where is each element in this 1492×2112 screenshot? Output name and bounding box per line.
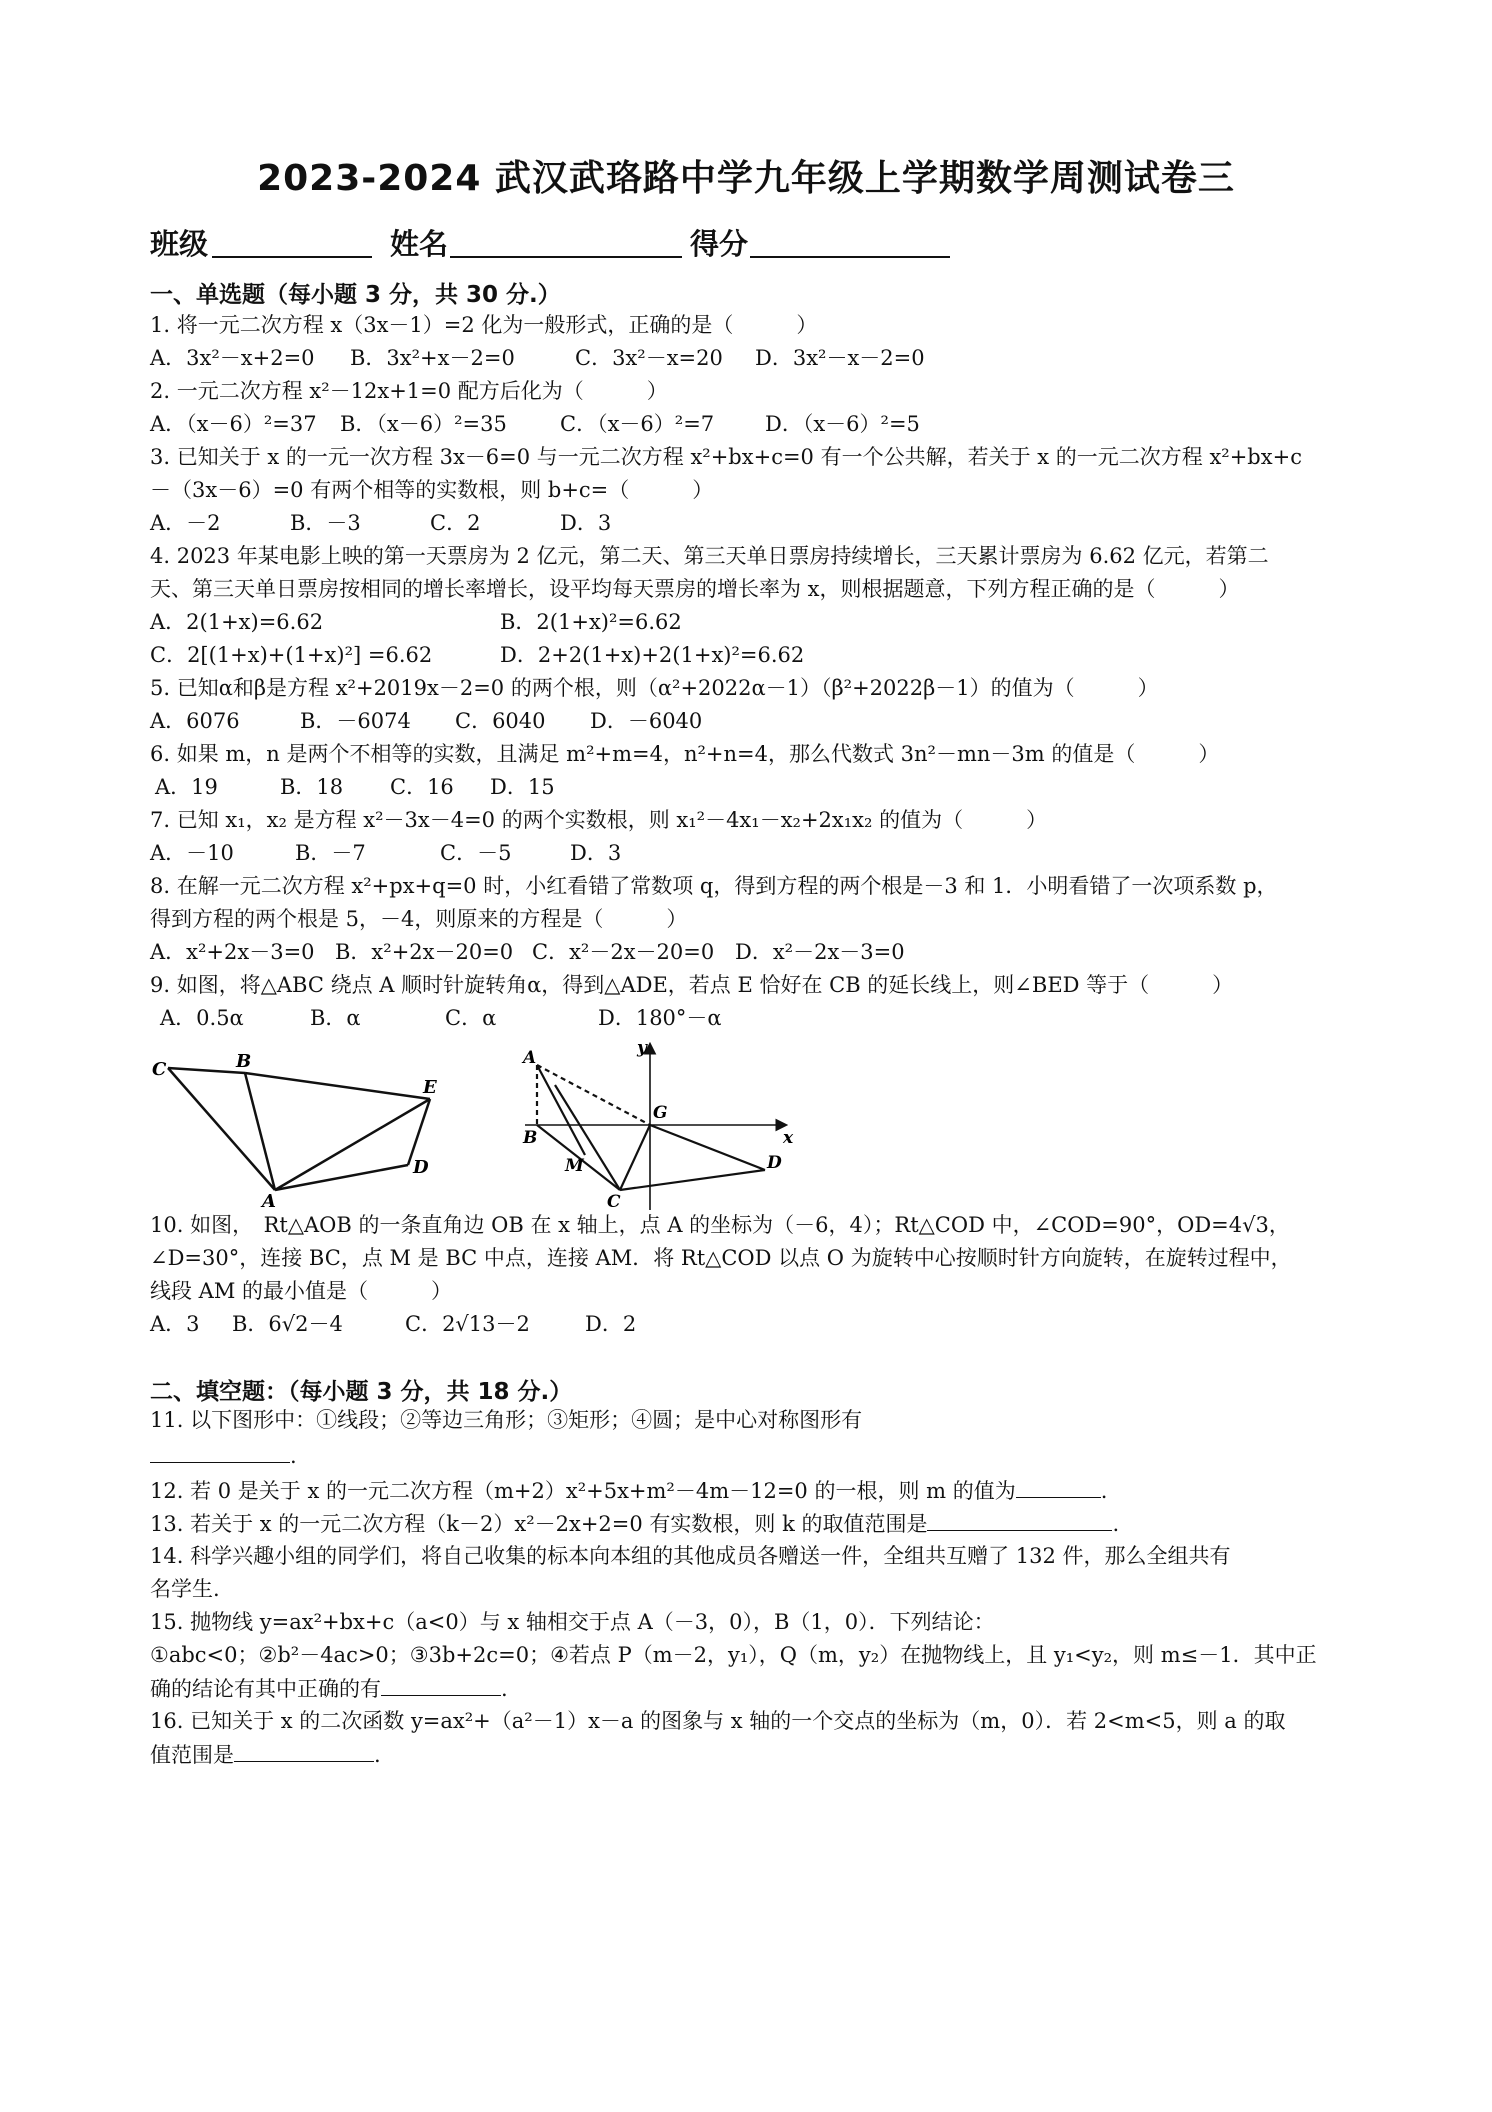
question-10-stem-line1: 10. 如图， Rt△AOB 的一条直角边 OB 在 x 轴上，点 A 的坐标为（－6，4）；Rt△COD 中，∠COD=90°，OD=4√3， bbox=[150, 1213, 1290, 1237]
label-e: E bbox=[423, 1077, 437, 1098]
segment-co bbox=[620, 1125, 650, 1190]
question-4-option-b[interactable]: B．2(1+x)²=6.62 bbox=[500, 610, 682, 634]
question-13-line: 13. 若关于 x 的一元二次方程（k－2）x²－2x+2=0 有实数根，则 k 的取值范围是 . bbox=[150, 1508, 1119, 1539]
question-9-option-c[interactable]: C．α bbox=[445, 1006, 497, 1030]
question-15-stem-line3: 确的结论有其中正确的有 bbox=[150, 1677, 381, 1701]
segment-cb bbox=[168, 1068, 245, 1073]
question-2-stem: 2. 一元二次方程 x²－12x+1=0 配方后化为（ ） bbox=[150, 379, 668, 403]
question-11-stem: 11. 以下图形中：①线段；②等边三角形；③矩形；④圆；是中心对称图形有 bbox=[150, 1408, 863, 1432]
name-label: 姓名 bbox=[390, 227, 449, 261]
question-9-stem: 9. 如图，将△ABC 绕点 A 顺时针旋转角α，得到△ADE，若点 E 恰好在 CB 的延长线上，则∠BED 等于（ ） bbox=[150, 973, 1234, 997]
question-9-option-a[interactable]: A．0.5α bbox=[160, 1006, 244, 1030]
question-3-option-a[interactable]: A．－2 bbox=[150, 511, 221, 535]
question-10-option-c[interactable]: C．2√13－2 bbox=[405, 1312, 530, 1336]
name-field[interactable] bbox=[450, 222, 682, 258]
question-5-option-d[interactable]: D．－6040 bbox=[590, 709, 703, 733]
question-12-line: 12. 若 0 是关于 x 的一元二次方程（m+2）x²+5x+m²－4m－12=0 的一根，则 m 的值为 . bbox=[150, 1475, 1107, 1506]
section-heading-single-choice: 一、单选题（每小题 3 分，共 30 分.） bbox=[150, 282, 561, 308]
question-1-option-a[interactable]: A．3x²－x+2=0 bbox=[150, 346, 315, 370]
question-8-option-d[interactable]: D．x²－2x－3=0 bbox=[735, 940, 905, 964]
label-b: B bbox=[236, 1051, 252, 1072]
question-13-stem: 13. 若关于 x 的一元二次方程（k－2）x²－2x+2=0 有实数根，则 k 的取值范围是 bbox=[150, 1512, 928, 1536]
question-9-option-b[interactable]: B．α bbox=[310, 1006, 361, 1030]
label-a: A bbox=[262, 1191, 276, 1210]
question-8-stem-line2: 得到方程的两个根是 5，－4，则原来的方程是（ ） bbox=[150, 907, 688, 931]
question-4-stem-line2: 天、第三天单日票房按相同的增长率增长，设平均每天票房的增长率为 x，则根据题意，下列方程正确的是（ ） bbox=[150, 577, 1240, 601]
question-11-blank[interactable] bbox=[150, 1440, 290, 1463]
question-8-option-c[interactable]: C．x²－2x－20=0 bbox=[532, 940, 715, 964]
question-14-stem-line1: 14. 科学兴趣小组的同学们，将自己收集的标本向本组的其他成员各赠送一件，全组共互赠了 132 件，那么全组共有 bbox=[150, 1544, 1231, 1568]
question-15-blank[interactable] bbox=[381, 1673, 501, 1696]
segment-be bbox=[245, 1073, 430, 1099]
question-8-option-a[interactable]: A．x²+2x－3=0 bbox=[150, 940, 315, 964]
question-4-option-d[interactable]: D．2+2(1+x)+2(1+x)²=6.62 bbox=[500, 643, 805, 667]
question-6-option-c[interactable]: C．16 bbox=[390, 775, 454, 799]
question-16-stem-line2: 值范围是 bbox=[150, 1743, 234, 1767]
label-y: y bbox=[637, 1038, 647, 1058]
question-5-option-b[interactable]: B．－6074 bbox=[300, 709, 411, 733]
question-10-option-a[interactable]: A．3 bbox=[150, 1312, 200, 1336]
label-x: x bbox=[783, 1128, 794, 1148]
label-a: A bbox=[523, 1048, 537, 1068]
question-15-line3: 确的结论有其中正确的有 . bbox=[150, 1673, 508, 1704]
question-16-blank[interactable] bbox=[234, 1739, 374, 1762]
question-15-stem-line2: ①abc<0；②b²－4ac>0；③3b+2c=0；④若点 P（m－2，y₁），Q（m，y₂）在抛物线上，且 y₁<y₂，则 m≤－1．其中正 bbox=[150, 1643, 1317, 1667]
label-c: C bbox=[152, 1059, 167, 1080]
score-label: 得分 bbox=[690, 227, 749, 261]
question-3-option-d[interactable]: D．3 bbox=[560, 511, 612, 535]
class-label: 班级 bbox=[150, 227, 209, 261]
question-3-option-b[interactable]: B．－3 bbox=[290, 511, 361, 535]
figure-q9-rotation bbox=[140, 1045, 460, 1210]
question-3-option-c[interactable]: C．2 bbox=[430, 511, 481, 535]
question-10-option-b[interactable]: B．6√2－4 bbox=[232, 1312, 343, 1336]
question-6-option-d[interactable]: D．15 bbox=[490, 775, 555, 799]
question-1-option-d[interactable]: D．3x²－x－2=0 bbox=[755, 346, 925, 370]
question-5-option-a[interactable]: A．6076 bbox=[150, 709, 240, 733]
question-13-blank[interactable] bbox=[927, 1508, 1112, 1531]
score-field[interactable] bbox=[750, 222, 950, 258]
question-16-line2: 值范围是 . bbox=[150, 1739, 381, 1770]
question-11-answer: . bbox=[150, 1440, 297, 1471]
question-15-stem-line1: 15. 抛物线 y=ax²+bx+c（a<0）与 x 轴相交于点 A（－3，0），B（1，0）．下列结论： bbox=[150, 1610, 995, 1634]
question-4-option-a[interactable]: A．2(1+x)=6.62 bbox=[150, 610, 324, 634]
label-c: C bbox=[607, 1192, 621, 1212]
question-10-stem-line2: ∠D=30°，连接 BC，点 M 是 BC 中点，连接 AM．将 Rt△COD 以点 O 为旋转中心按顺时针方向旋转，在旋转过程中， bbox=[150, 1246, 1292, 1270]
page-title: 2023-2024 武汉武珞路中学九年级上学期数学周测试卷三 bbox=[257, 158, 1235, 199]
question-7-option-c[interactable]: C．－5 bbox=[440, 841, 512, 865]
question-2-option-b[interactable]: B．（x－6）²=35 bbox=[340, 412, 507, 436]
label-d: D bbox=[413, 1157, 429, 1178]
question-5-option-c[interactable]: C．6040 bbox=[455, 709, 546, 733]
question-7-stem: 7. 已知 x₁，x₂ 是方程 x²－3x－4=0 的两个实数根，则 x₁²－4x₁－x₂+2x₁x₂ 的值为（ ） bbox=[150, 808, 1048, 832]
figure-q10-coordinate bbox=[515, 1035, 815, 1215]
question-8-stem-line1: 8. 在解一元二次方程 x²+px+q=0 时，小红看错了常数项 q，得到方程的两个根是－3 和 1．小明看错了一次项系数 p， bbox=[150, 874, 1278, 898]
question-10-stem-line3: 线段 AM 的最小值是（ ） bbox=[150, 1279, 453, 1303]
section-heading-fill-in: 二、填空题：（每小题 3 分，共 18 分.） bbox=[150, 1379, 573, 1405]
question-12-stem: 12. 若 0 是关于 x 的一元二次方程（m+2）x²+5x+m²－4m－12=0 的一根，则 m 的值为 bbox=[150, 1479, 1016, 1503]
question-1-option-b[interactable]: B．3x²+x－2=0 bbox=[350, 346, 515, 370]
question-2-option-a[interactable]: A．（x－6）²=37 bbox=[150, 412, 317, 436]
question-1-stem: 1. 将一元二次方程 x（3x－1）=2 化为一般形式，正确的是（ ） bbox=[150, 313, 818, 337]
question-16-stem-line1: 16. 已知关于 x 的二次函数 y=ax²+（a²－1）x－a 的图象与 x 轴的一个交点的坐标为（m，0）．若 2<m<5，则 a 的取 bbox=[150, 1709, 1286, 1733]
question-6-stem: 6. 如果 m，n 是两个不相等的实数，且满足 m²+m=4，n²+n=4，那么代数式 3n²－mn－3m 的值是（ ） bbox=[150, 742, 1220, 766]
question-8-option-b[interactable]: B．x²+2x－20=0 bbox=[335, 940, 514, 964]
label-d: D bbox=[767, 1153, 782, 1173]
question-4-option-c[interactable]: C．2[(1+x)+(1+x)²] =6.62 bbox=[150, 643, 433, 667]
question-1-option-c[interactable]: C．3x²－x=20 bbox=[575, 346, 723, 370]
question-2-option-c[interactable]: C．（x－6）²=7 bbox=[560, 412, 715, 436]
question-6-option-a[interactable]: A．19 bbox=[155, 775, 218, 799]
question-7-option-a[interactable]: A．－10 bbox=[150, 841, 234, 865]
question-14-stem-line2: 名学生. bbox=[150, 1577, 220, 1601]
question-7-option-d[interactable]: D．3 bbox=[570, 841, 622, 865]
question-3-stem-line2: －（3x－6）=0 有两个相等的实数根，则 b+c=（ ） bbox=[150, 478, 714, 502]
label-b: B bbox=[523, 1128, 538, 1148]
question-4-stem-line1: 4. 2023 年某电影上映的第一天票房为 2 亿元，第二天、第三天单日票房持续增长，三天累计票房为 6.62 亿元，若第二 bbox=[150, 544, 1269, 568]
label-m: M bbox=[565, 1156, 584, 1176]
question-3-stem-line1: 3. 已知关于 x 的一元一次方程 3x－6=0 与一元二次方程 x²+bx+c=0 有一个公共解，若关于 x 的一元二次方程 x²+bx+c bbox=[150, 445, 1302, 469]
question-10-option-d[interactable]: D．2 bbox=[585, 1312, 637, 1336]
label-g: G bbox=[653, 1103, 668, 1123]
question-5-stem: 5. 已知α和β是方程 x²+2019x－2=0 的两个根，则（α²+2022α－1）（β²+2022β－1）的值为（ ） bbox=[150, 676, 1159, 700]
question-2-option-d[interactable]: D．（x－6）²=5 bbox=[765, 412, 920, 436]
question-6-option-b[interactable]: B．18 bbox=[280, 775, 344, 799]
question-9-option-d[interactable]: D．180°－α bbox=[598, 1006, 722, 1030]
question-7-option-b[interactable]: B．－7 bbox=[295, 841, 366, 865]
class-field[interactable] bbox=[212, 222, 372, 258]
segment-cd bbox=[620, 1170, 765, 1190]
question-12-blank[interactable] bbox=[1016, 1475, 1101, 1498]
segment-od bbox=[650, 1125, 765, 1170]
